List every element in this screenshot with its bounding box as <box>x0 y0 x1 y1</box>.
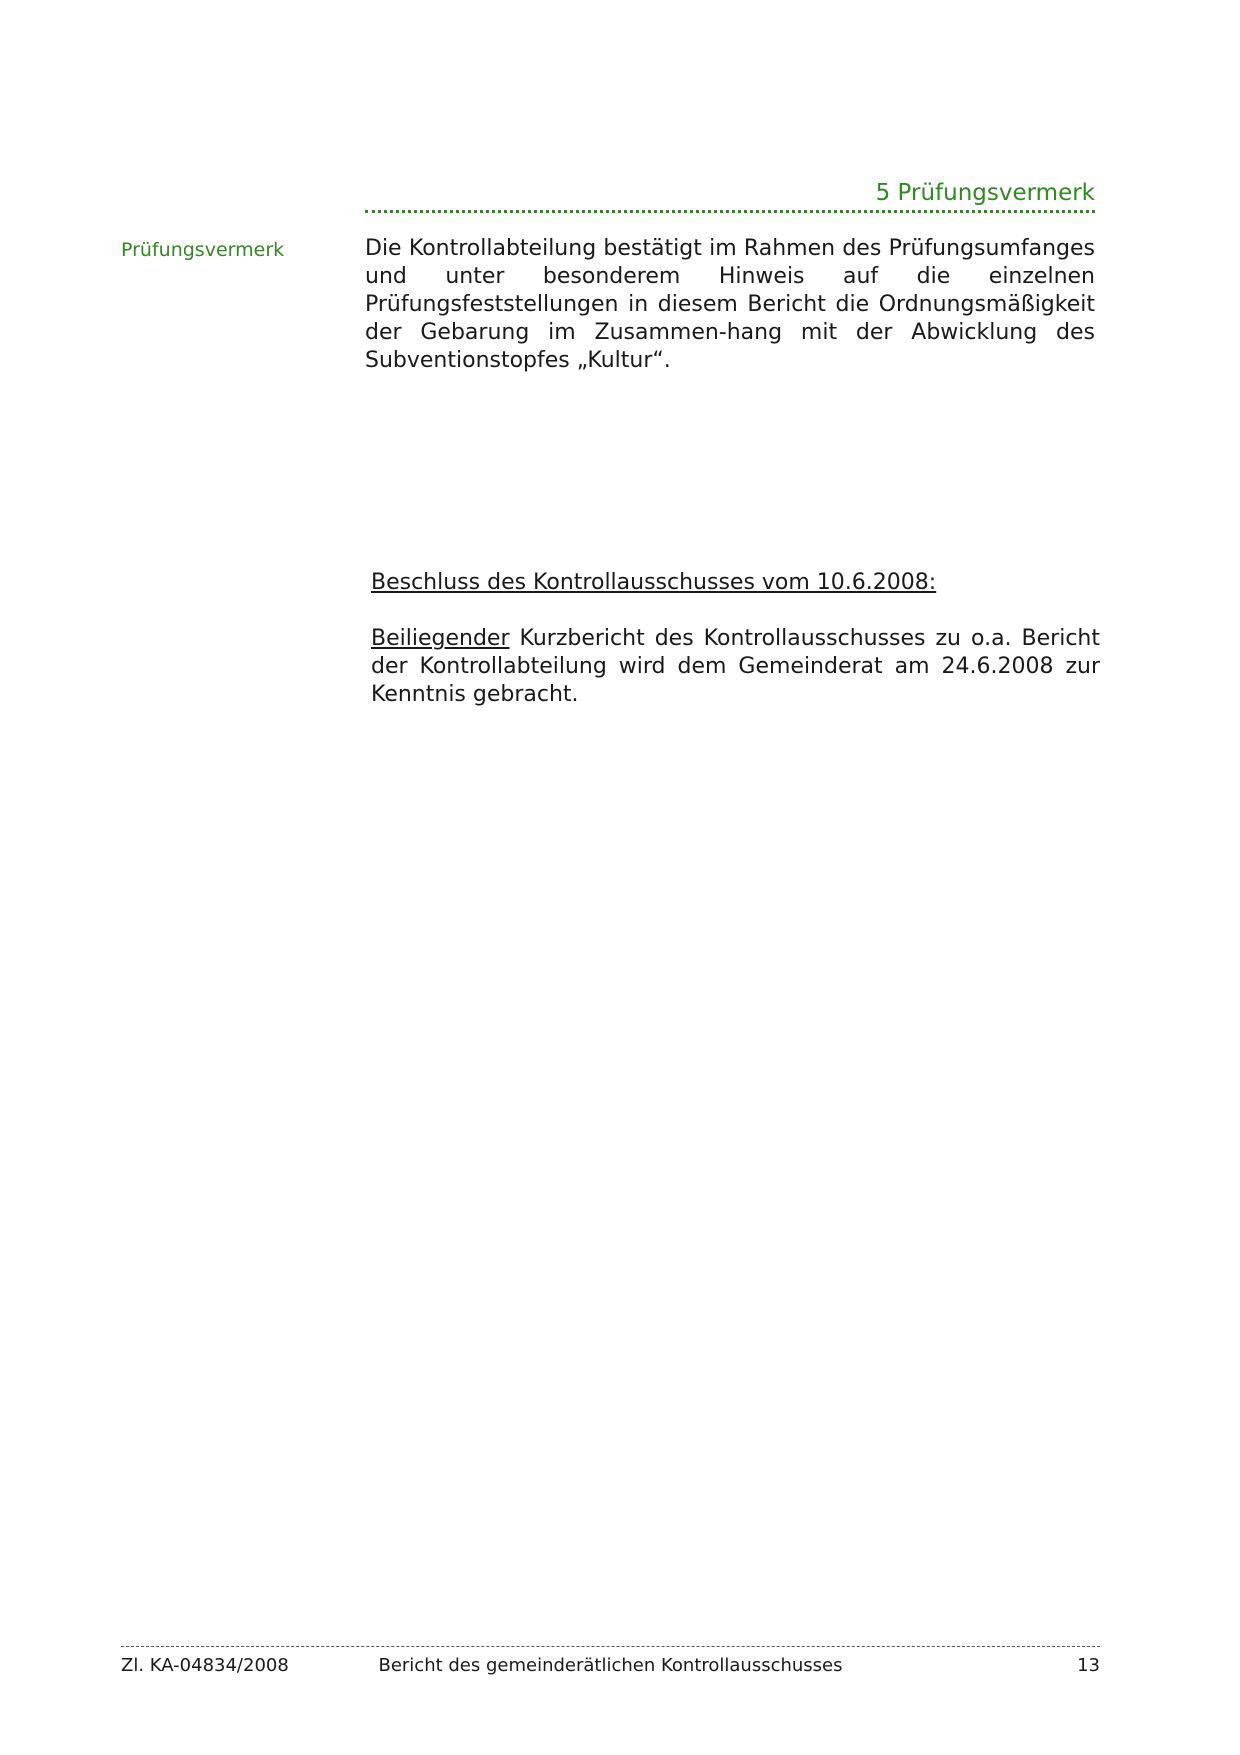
resolution-paragraph <box>371 625 1100 709</box>
heading-dotted-rule <box>365 210 1095 213</box>
section-heading: 5 Prüfungsvermerk <box>875 180 1095 206</box>
resolution-lead-word: Beiliegender <box>371 626 510 651</box>
audit-statement-paragraph: Die Kontrollabteilung bestätigt im Rahmen des Prüfungsumfanges und unter besonderem Hinweis auf die einzelnen Prüfungsfeststellungen in diesem Bericht die Ordnungsmäßigkeit der Gebarung im Zusammen-hang mit der Abwicklung des Subventionstopfes „Kultur“. <box>365 236 1095 373</box>
footer-title: Bericht des gemeinderätlichen Kontrollausschusses <box>378 1655 843 1676</box>
resolution-title: Beschluss des Kontrollausschusses vom 10.6.2008: <box>371 570 937 595</box>
margin-label: Prüfungsvermerk <box>121 239 285 261</box>
footer-dashed-rule <box>121 1646 1100 1647</box>
footer-reference: Zl. KA-04834/2008 <box>121 1655 289 1676</box>
footer-page-number: 13 <box>1077 1655 1100 1676</box>
resolution-text-rest: Kurzbericht des Kontrollausschusses zu o.a. Bericht der Kontrollabteilung wird dem Gemeinderat am 24.6.2008 zur Kenntnis gebracht. <box>371 626 1100 707</box>
